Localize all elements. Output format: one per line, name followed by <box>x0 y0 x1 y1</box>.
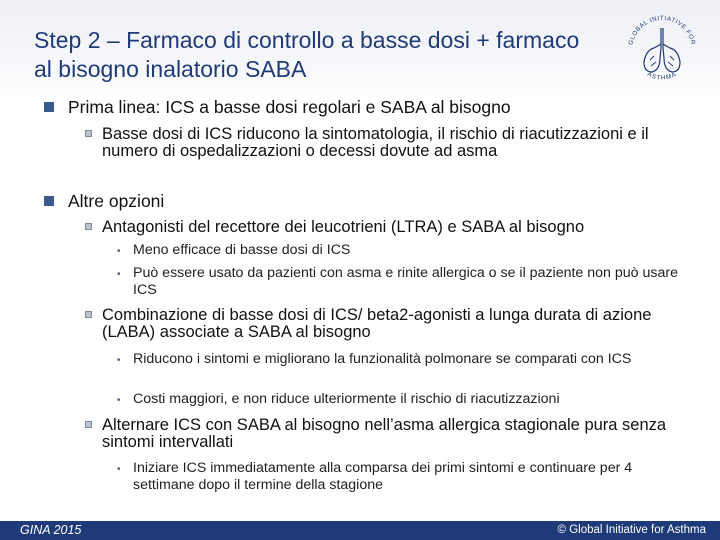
bullet-item <box>117 242 693 259</box>
bullet-text: Riducono i sintomi e migliorano la funzionalità polmonare se comparati con ICS <box>133 351 632 367</box>
bullet-item <box>102 126 692 160</box>
bullet-item <box>68 191 708 212</box>
bullet-text: Meno efficace di basse dosi di ICS <box>133 242 351 258</box>
dot-bullet-icon: • <box>117 355 121 366</box>
bullet-item <box>102 307 692 341</box>
bullet-item <box>117 351 693 368</box>
logo-text-bottom: ASTHMA <box>645 70 679 82</box>
bullet-text: Iniziare ICS immediatamente alla comparsa dei primi sintomi e continuare per 4 settimane dopo il termine della stagione <box>133 460 633 493</box>
bullet-item <box>102 417 692 451</box>
dot-bullet-icon: • <box>117 395 121 406</box>
bullet-text: Può essere usato da pazienti con asma e rinite allergica o se il paziente non può usare ICS <box>133 265 678 298</box>
bullet-text: Basse dosi di ICS riducono la sintomatologia, il rischio di riacutizzazioni e il numero di ospedalizzazioni o decessi dovute ad asma <box>102 125 649 160</box>
footer-copyright: © Global Initiative for Asthma <box>557 524 706 536</box>
dot-bullet-icon: • <box>117 464 121 475</box>
bullet-item <box>117 265 693 299</box>
bullet-item <box>117 460 693 494</box>
bullet-text: Costi maggiori, e non riduce ulteriormente il rischio di riacutizzazioni <box>133 391 560 407</box>
square-bullet-icon <box>85 223 92 230</box>
dot-bullet-icon: • <box>117 269 121 280</box>
slide-title: Step 2 – Farmaco di controllo a basse dosi + farmaco al bisogno inalatorio SABA <box>34 27 580 82</box>
logo-text-top: GLOBAL INITIATIVE FOR <box>627 14 697 46</box>
bullet-item <box>68 97 708 118</box>
footer-source: GINA 2015 <box>20 523 82 537</box>
square-bullet-icon <box>85 311 92 318</box>
square-bullet-icon <box>85 130 92 137</box>
bullet-text: Altre opzioni <box>68 191 165 211</box>
square-bullet-icon <box>85 421 92 428</box>
bullet-text: Antagonisti del recettore dei leucotrieni (LTRA) e SABA al bisogno <box>102 218 585 236</box>
dot-bullet-icon: • <box>117 246 121 257</box>
bullet-text: Prima linea: ICS a basse dosi regolari e SABA al bisogno <box>68 97 511 117</box>
footer-bar <box>0 521 720 540</box>
bullet-text: Combinazione di basse dosi di ICS/ beta2-agonisti a lunga durata di azione (LABA) associate a SABA al bisogno <box>102 306 652 341</box>
svg-text:GLOBAL INITIATIVE FOR <box>627 15 696 46</box>
lungs-logo-icon <box>624 6 700 94</box>
bullet-item <box>102 219 692 236</box>
bullet-item <box>117 391 693 408</box>
bullet-text: Alternare ICS con SABA al bisogno nell’asma allergica stagionale pura senza sintomi intervallati <box>102 416 667 451</box>
square-bullet-icon <box>44 196 54 206</box>
square-bullet-icon <box>44 102 54 112</box>
